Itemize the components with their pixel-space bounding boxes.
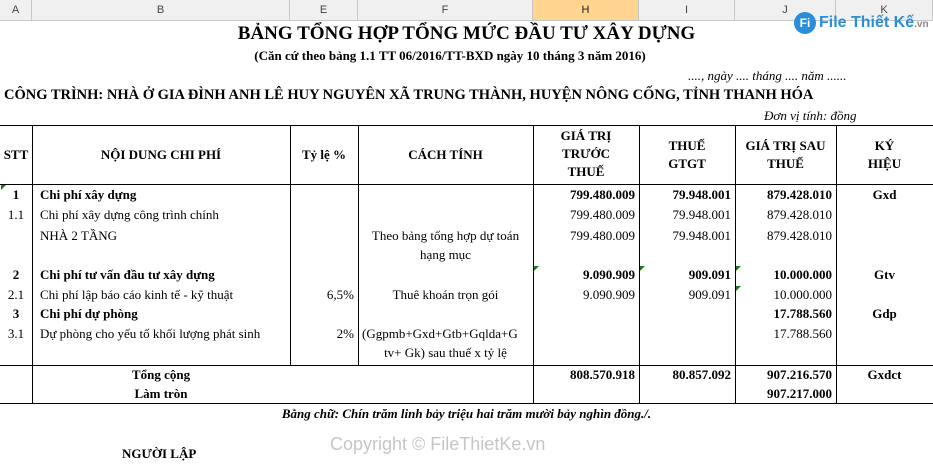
project-name: CÔNG TRÌNH: NHÀ Ở GIA ĐÌNH ANH LÊ HUY NGUYÊN XÃ TRUNG THÀNH, HUYỆN NÔNG CỐNG, TỈNH THANH HÓA [4,87,814,103]
row1-content[interactable]: Chi phí xây dựng [40,187,137,202]
logo-tld: .vn [914,19,929,31]
column-header-e[interactable]: E [290,0,358,20]
column-header-k[interactable]: K [836,0,933,20]
row3-content[interactable]: Chi phí dự phòng [40,306,138,321]
rounded-post-tax[interactable]: 907.217.000 [767,386,832,401]
row1-1-stt[interactable]: 1.1 [7,207,25,222]
copyright-watermark: Copyright © FileThietKe.vn [330,434,546,454]
row3-1-method-1[interactable]: (Ggpmb+Gxd+Gtb+Gqlda+G [362,326,518,341]
row2-1-stt[interactable]: 2.1 [7,287,25,302]
header-vat-1: THUẾ [668,138,706,153]
row1-1-post-tax[interactable]: 879.428.010 [767,207,832,222]
row3-1-content[interactable]: Dự phòng cho yếu tố khối lượng phát sinh [40,326,261,341]
row-house-method-2[interactable]: hạng mục [420,247,471,262]
header-rate: Tỷ lệ % [301,147,347,162]
sheet-subtitle: (Căn cứ theo bảng 1.1 TT 06/2016/TT-BXD ngày 10 tháng 3 năm 2016) [254,48,646,63]
total-label[interactable]: Tổng cộng [131,367,191,382]
header-symbol-2: HIỆU [867,156,902,171]
header-method: CÁCH TÍNH [408,147,483,162]
amount-in-words[interactable]: Bằng chữ: Chín trăm linh bảy triệu hai trăm mười bảy nghìn đồng./. [281,406,652,421]
row1-stt[interactable]: 1 [12,187,20,202]
row2-symbol[interactable]: Gtv [874,267,895,282]
unit-label: Đơn vị tính: đồng [764,108,857,123]
total-pre-tax[interactable]: 808.570.918 [570,367,635,382]
header-symbol-1: KÝ [874,138,895,153]
row3-1-post-tax[interactable]: 17.788.560 [773,326,832,341]
row2-vat[interactable]: 909.091 [688,267,731,282]
grid-line [32,125,33,403]
rounded-label[interactable]: Làm tròn [134,386,188,401]
row3-post-tax[interactable]: 17.788.560 [773,306,832,321]
row3-1-method-2[interactable]: tv+ Gk) sau thuế x tỷ lệ [384,345,507,360]
row3-stt[interactable]: 3 [12,306,20,321]
header-content: NỘI DUNG CHI PHÍ [100,147,222,162]
row2-stt[interactable]: 2 [12,267,20,282]
grid-line [0,403,933,404]
date-line: ...., ngày .... tháng .... năm ...... [688,68,847,83]
column-header-a[interactable]: A [0,0,32,20]
row1-pre-tax[interactable]: 799.480.009 [570,187,635,202]
header-pre-tax-3: THUẾ [567,164,605,179]
row3-symbol[interactable]: Gdp [872,306,897,321]
header-pre-tax-1: GIÁ TRỊ [560,128,612,143]
total-symbol[interactable]: Gxdct [867,367,902,382]
row1-post-tax[interactable]: 879.428.010 [767,187,832,202]
sheet-title: BẢNG TỔNG HỢP TỔNG MỨC ĐẦU TƯ XÂY DỰNG [237,23,696,44]
row2-1-content[interactable]: Chi phí lập báo cáo kinh tế - kỹ thuật [40,287,234,302]
row-house-pre-tax[interactable]: 799.480.009 [570,228,635,243]
row1-vat[interactable]: 79.948.001 [672,187,731,202]
signer-label[interactable]: NGƯỜI LẬP [122,446,197,461]
column-header-b[interactable]: B [32,0,290,20]
row3-1-rate[interactable]: 2% [336,326,354,341]
row2-1-post-tax[interactable]: 10.000.000 [773,287,832,302]
row2-pre-tax[interactable]: 9.090.909 [583,267,635,282]
spreadsheet-grid[interactable] [0,21,933,465]
row2-1-rate[interactable]: 6,5% [326,287,354,302]
row2-1-vat[interactable]: 909.091 [688,287,731,302]
column-header-j[interactable]: J [735,0,836,20]
total-vat[interactable]: 80.857.092 [672,367,731,382]
logo-mark: Fi [794,12,816,34]
column-header-i[interactable]: I [639,0,735,20]
row1-1-vat[interactable]: 79.948.001 [672,207,731,222]
row2-1-pre-tax[interactable]: 9.090.909 [583,287,635,302]
row1-symbol[interactable]: Gxd [872,187,897,202]
row2-post-tax[interactable]: 10.000.000 [773,267,832,282]
row-house-content[interactable]: NHÀ 2 TẦNG [40,228,118,243]
row-house-post-tax[interactable]: 879.428.010 [767,228,832,243]
row2-content[interactable]: Chi phí tư vấn đầu tư xây dựng [40,267,215,282]
row-house-vat[interactable]: 79.948.001 [672,228,731,243]
header-post-tax-1: GIÁ TRỊ SAU [745,138,826,153]
header-pre-tax-2: TRƯỚC [562,146,610,161]
header-stt: STT [3,147,29,162]
grid-line [0,184,933,185]
column-header-h[interactable]: H [533,0,639,20]
header-post-tax-2: THUẾ [767,156,804,171]
total-post-tax[interactable]: 907.216.570 [767,367,832,382]
grid-line [0,365,933,366]
row-house-method-1[interactable]: Theo bảng tổng hợp dự toán [371,228,520,243]
header-vat-2: GTGT [668,156,706,171]
row1-1-content[interactable]: Chi phí xây dựng công trình chính [40,207,219,222]
column-header-f[interactable]: F [358,0,533,20]
row2-1-method[interactable]: Thuê khoán trọn gói [392,287,499,302]
row1-1-pre-tax[interactable]: 799.480.009 [570,207,635,222]
logo-name: File Thiết Kế [819,14,915,32]
row3-1-stt[interactable]: 3.1 [7,326,25,341]
grid-line [0,125,933,126]
